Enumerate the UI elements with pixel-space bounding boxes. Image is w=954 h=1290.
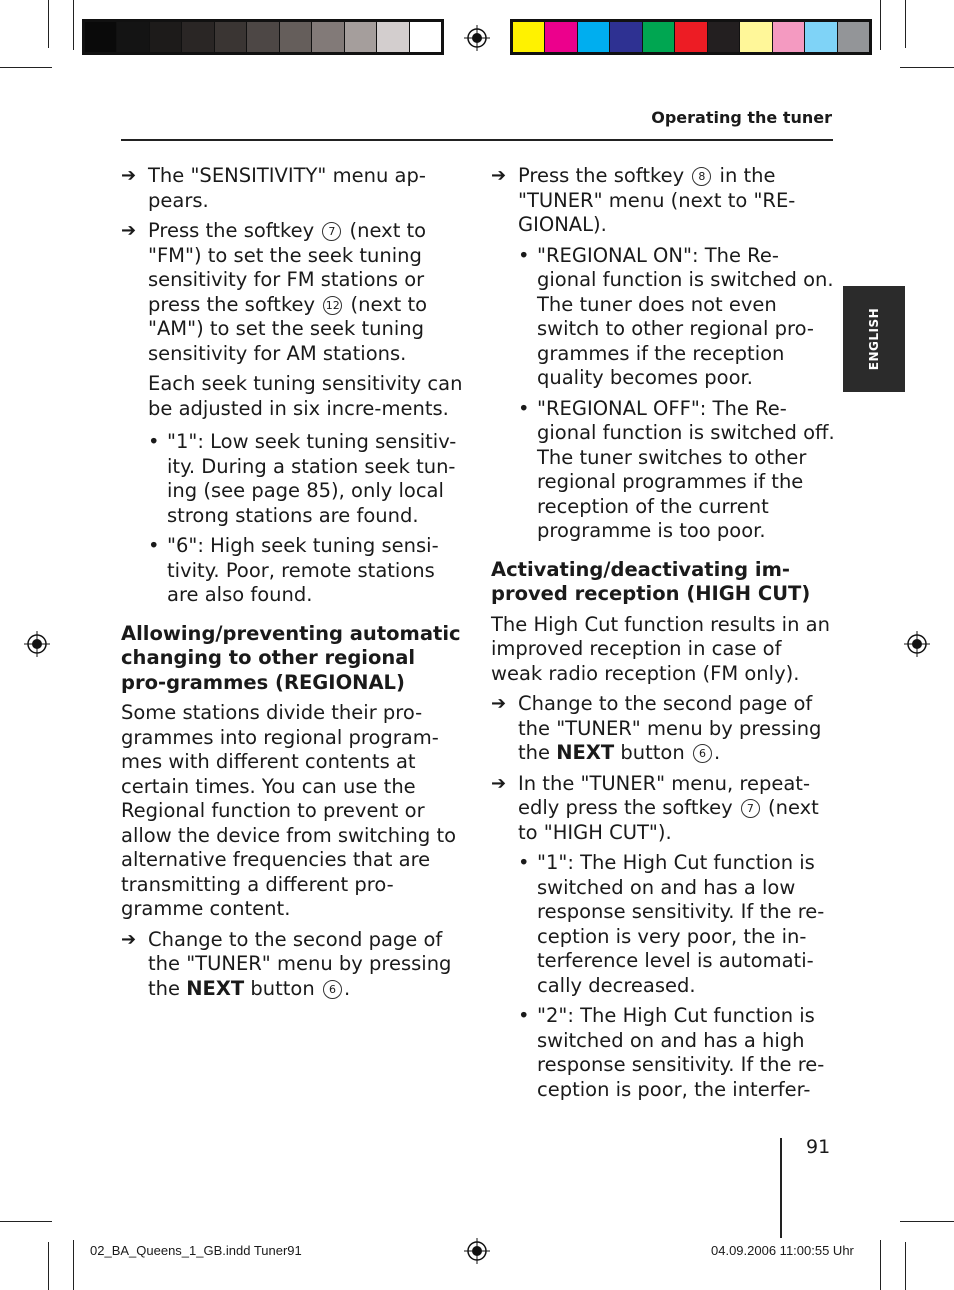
- step-text: in the "TUNER" menu (next to "RE-GIONAL).: [518, 164, 796, 236]
- list-item: [491, 851, 836, 998]
- language-tab: [843, 286, 905, 392]
- arrow-icon: ➔: [491, 693, 507, 714]
- bullet-icon: •: [518, 851, 530, 874]
- running-header: Operating the tuner: [651, 108, 832, 127]
- section-heading: Activating/deactivating im-proved reception (HIGH CUT): [491, 557, 811, 605]
- crop-mark: [48, 1242, 49, 1290]
- softkey-number-badge: 12: [323, 296, 342, 315]
- color-swatch: [610, 22, 642, 52]
- step-text: Change to the second page of the "TUNER" menu by pressing the: [518, 692, 822, 764]
- process-color-bar: [510, 19, 872, 55]
- button-name: NEXT: [556, 741, 615, 764]
- softkey-number-badge: 7: [741, 799, 760, 818]
- instruction-step: [491, 692, 836, 766]
- instruction-step: [121, 928, 466, 1002]
- right-column: [491, 164, 836, 1108]
- instruction-step: [491, 772, 836, 846]
- list-item-text: "REGIONAL OFF": The Re-gional function is switched off. The tuner switches to other regional programmes if the reception of the current programme is too poor.: [537, 396, 835, 542]
- arrow-icon: ➔: [491, 772, 507, 794]
- page-number-rule: [780, 1138, 782, 1238]
- bullet-icon: •: [148, 430, 160, 453]
- color-swatch: [838, 22, 869, 52]
- list-item-text: "REGIONAL ON": The Re-gional function is switched on. The tuner does not even switch to other regional pro-grammes if the reception quality becomes poor.: [537, 243, 834, 389]
- body-paragraph: The High Cut function results in an improved reception in case of weak radio reception (FM only).: [491, 612, 830, 685]
- crop-mark: [880, 0, 881, 50]
- list-item-text: "6": High seek tuning sensi-tivity. Poor, remote stations are also found.: [167, 534, 439, 606]
- bullet-icon: •: [518, 1004, 530, 1027]
- color-swatch: [545, 22, 577, 52]
- list-item-text: "1": Low seek tuning sensitiv-ity. During a station seek tun-ing (see page 85), only local strong stations are found.: [167, 430, 457, 527]
- color-swatch: [377, 22, 409, 52]
- color-swatch: [410, 22, 441, 52]
- step-text: The "SENSITIVITY" menu ap-pears.: [148, 164, 426, 212]
- body-paragraph: Some stations divide their pro-grammes into regional program-mes with different contents at certain times. You can use the Regional function to prevent or allow the device from switching to alternative frequencies that are transmitting a different pro-gramme content.: [121, 701, 457, 920]
- step-text: In the "TUNER" menu, repeat-edly press the softkey: [518, 771, 810, 819]
- print-slug-date: 04.09.2006 11:00:55 Uhr: [711, 1243, 854, 1258]
- print-slug-file: 02_BA_Queens_1_GB.indd Tuner91: [90, 1243, 302, 1258]
- step-text: button: [250, 976, 315, 1000]
- color-swatch: [312, 22, 344, 52]
- step-text: Press the softkey: [518, 164, 685, 187]
- color-swatch: [578, 22, 610, 52]
- crop-mark: [880, 1240, 881, 1290]
- list-item: [121, 430, 466, 528]
- instruction-step: [121, 219, 466, 366]
- page-number: 91: [806, 1136, 831, 1158]
- bullet-icon: •: [518, 243, 530, 267]
- list-item: [491, 397, 836, 544]
- color-swatch: [150, 22, 182, 52]
- registration-mark-icon: [24, 631, 50, 657]
- color-swatch: [182, 22, 214, 52]
- header-rule: [121, 139, 833, 141]
- button-number-badge: 6: [323, 980, 342, 999]
- registration-mark-icon: [904, 631, 930, 657]
- instruction-step: [121, 164, 466, 213]
- button-name: NEXT: [186, 976, 245, 1000]
- step-text: Change to the second page of the "TUNER" menu by pressing the: [148, 927, 452, 1000]
- step-text: .: [713, 741, 721, 764]
- list-item: [121, 534, 466, 608]
- color-swatch: [345, 22, 377, 52]
- step-text: .: [343, 976, 351, 1000]
- color-swatch: [675, 22, 707, 52]
- crop-mark: [0, 1221, 52, 1222]
- body-paragraph: Each seek tuning sensitivity can be adjusted in six incre-ments.: [148, 372, 463, 420]
- bullet-icon: •: [518, 396, 530, 420]
- step-text: (next to "HIGH CUT").: [518, 796, 819, 844]
- section-heading: Allowing/preventing automatic changing to other regional pro-grammes (REGIONAL): [121, 621, 461, 694]
- step-text: (next to "FM") to set the seek tuning sensitivity for FM stations or press the softkey: [148, 219, 427, 316]
- language-tab-label: ENGLISH: [867, 307, 881, 371]
- step-text: button: [620, 741, 685, 764]
- crop-mark: [0, 67, 52, 68]
- arrow-icon: ➔: [121, 165, 137, 186]
- list-item-text: "2": The High Cut function is switched on and has a high response sensitivity. If the re-ception is poor, the interfer-: [537, 1004, 825, 1101]
- list-item: [491, 244, 836, 391]
- crop-mark: [900, 67, 954, 68]
- color-swatch: [280, 22, 312, 52]
- instruction-step: [491, 164, 836, 238]
- bullet-icon: •: [148, 534, 160, 557]
- color-swatch: [247, 22, 279, 52]
- arrow-icon: ➔: [491, 165, 507, 186]
- color-swatch: [215, 22, 247, 52]
- crop-mark: [73, 0, 74, 50]
- softkey-number-badge: 8: [692, 167, 711, 186]
- grayscale-color-bar: [82, 19, 444, 55]
- color-swatch: [85, 22, 117, 52]
- button-number-badge: 6: [693, 744, 712, 763]
- step-text: (next to "AM") to set the seek tuning sensitivity for AM stations.: [148, 292, 428, 365]
- color-swatch: [117, 22, 149, 52]
- step-text: Press the softkey: [148, 219, 315, 242]
- arrow-icon: ➔: [121, 928, 137, 950]
- color-swatch: [643, 22, 675, 52]
- registration-mark-icon: [464, 25, 490, 51]
- softkey-number-badge: 7: [322, 222, 341, 241]
- color-swatch: [513, 22, 545, 52]
- crop-mark: [900, 1221, 954, 1222]
- crop-mark: [73, 1240, 74, 1290]
- color-swatch: [773, 22, 805, 52]
- crop-mark: [905, 0, 906, 48]
- crop-mark: [905, 1242, 906, 1290]
- registration-mark-icon: [464, 1238, 490, 1264]
- arrow-icon: ➔: [121, 220, 137, 241]
- color-swatch: [805, 22, 837, 52]
- list-item: [491, 1004, 836, 1102]
- color-swatch: [740, 22, 772, 52]
- left-column: [121, 164, 466, 1007]
- crop-mark: [48, 0, 49, 48]
- list-item-text: "1": The High Cut function is switched on and has a low response sensitivity. If the re-ception is very poor, the in-terference level is automati-cally decreased.: [537, 851, 825, 997]
- color-swatch: [708, 22, 740, 52]
